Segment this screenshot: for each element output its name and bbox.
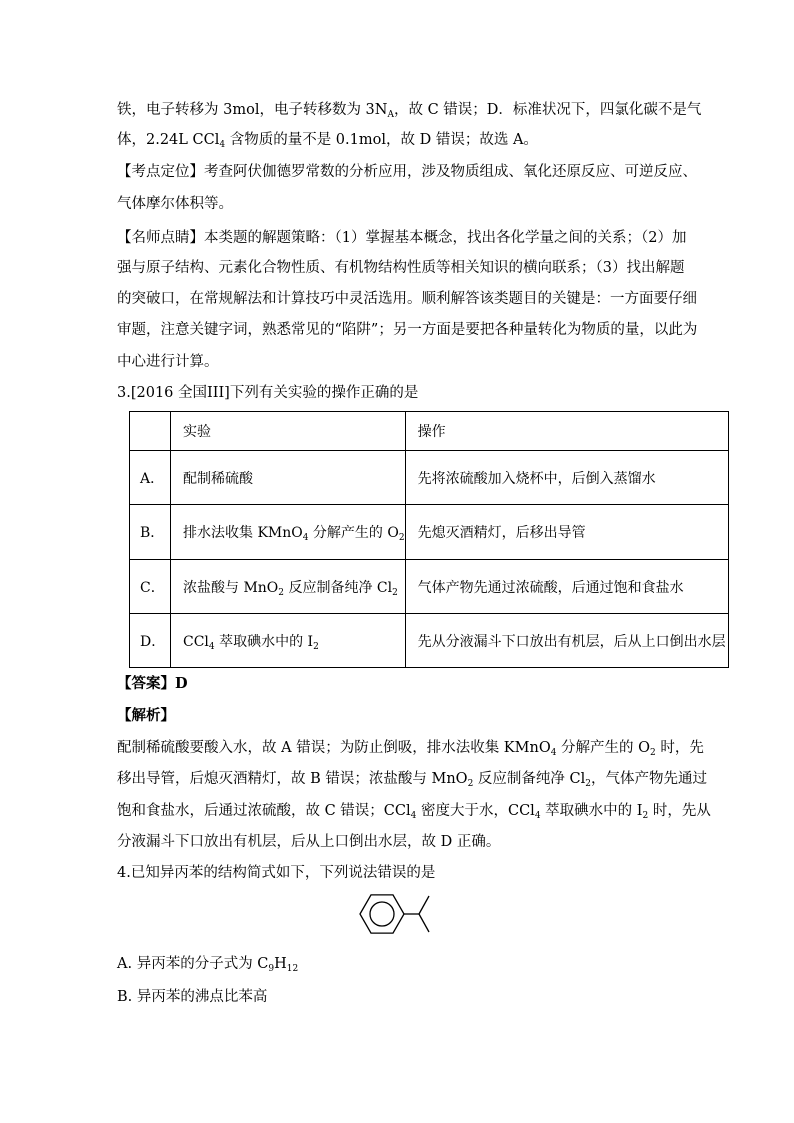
text-line: 体，2.24L CCl$_4$ 含物质的量不是 0.1mol，故 D 错误；故选 A。 <box>117 132 538 150</box>
operation-cell: 先将浓硫酸加入烧杯中，后倒入蒸馏水 <box>405 451 728 505</box>
row-label: D． <box>130 614 171 668</box>
experiment-cell: CCl$_4$ 萃取碘水中的 $I_2$ <box>171 614 406 668</box>
text-line: 强与原子结构、元素化合物性质、有机物结构性质等相关知识的横向联系；（3）找出解题 <box>117 260 685 276</box>
table-header-row <box>130 412 729 451</box>
operation-cell: 气体产物先通过浓硫酸，后通过饱和食盐水 <box>405 560 728 614</box>
analysis-line: 移出导管，后熄灭酒精灯，故 B 错误；浓盐酸与 MnO$_2$ 反应制备纯净 $Cl_2$，气体产物先通过 <box>117 771 707 789</box>
benzene-ring <box>360 895 404 933</box>
teacher-tip-line: 【名师点睛】本类题的解题策略：（1）掌握基本概念，找出各化学量之间的关系；（2）加 <box>117 230 687 246</box>
aromatic-circle <box>370 902 394 926</box>
table-row <box>130 451 729 505</box>
option-a: A. 异丙苯的分子式为 $C_9H_{12}$ <box>117 956 299 974</box>
analysis-heading: 【解析】 <box>117 707 175 724</box>
answer-line: 【答案】D <box>117 675 188 692</box>
experiment-cell: 浓盐酸与 MnO$_2$ 反应制备纯净 $Cl_2$ <box>171 560 406 614</box>
isopropylbenzene-structure-icon <box>353 888 443 940</box>
experiment-table <box>129 411 729 668</box>
row-label: C． <box>130 560 171 614</box>
experiment-cell: 配制稀硫酸 <box>171 451 406 505</box>
table-header-operation: 操作 <box>405 412 728 451</box>
operation-cell: 先从分液漏斗下口放出有机层，后从上口倒出水层 <box>405 614 728 668</box>
bond <box>419 896 429 914</box>
table-row <box>130 505 729 560</box>
text-line: 审题，注意关键字词，熟悉常见的“陷阱”；另一方面是要把各种量转化为物质的量，以此为 <box>117 322 698 338</box>
exam-point-line: 【考点定位】考查阿伏伽德罗常数的分析应用，涉及物质组成、氧化还原反应、可逆反应、 <box>117 164 697 180</box>
table-cell <box>130 412 171 451</box>
analysis-line: 饱和食盐水，后通过浓硫酸，故 C 错误；CCl$_4$ 密度大于水，CCl$_4$ 萃取碘水中的 $I_2$ 时，先从 <box>117 803 711 821</box>
analysis-line: 分液漏斗下口放出有机层，后从上口倒出水层，故 D 正确。 <box>117 834 501 850</box>
question-3: 3.[2016 全国III]下列有关实验的操作正确的是 <box>117 385 419 401</box>
text-line: 中心进行计算。 <box>117 354 219 370</box>
text-line: 铁，电子转移为 3mol，电子转移数为 $3N_A$，故 C 错误；D．标准状况下，四氯化碳不是气 <box>117 102 702 120</box>
row-label: B． <box>130 505 171 560</box>
option-b: B. 异丙苯的沸点比苯高 <box>117 989 268 1005</box>
bond <box>419 914 429 932</box>
row-label: A． <box>130 451 171 505</box>
text-line: 气体摩尔体积等。 <box>117 196 233 212</box>
question-4: 4.已知异丙苯的结构简式如下，下列说法错误的是 <box>117 865 436 881</box>
table-row <box>130 614 729 668</box>
text-line: 的突破口，在常规解法和计算技巧中灵活选用。顺利解答该类题目的关键是：一方面要仔细 <box>117 291 697 307</box>
analysis-line: 配制稀硫酸要酸入水，故 A 错误；为防止倒吸，排水法收集 KMnO$_4$ 分解产生的 $O_2$ 时，先 <box>117 740 704 758</box>
table-header-experiment: 实验 <box>171 412 406 451</box>
experiment-cell: 排水法收集 KMnO$_4$ 分解产生的 $O_2$ <box>171 505 406 560</box>
operation-cell: 先熄灭酒精灯，后移出导管 <box>405 505 728 560</box>
table-row <box>130 560 729 614</box>
